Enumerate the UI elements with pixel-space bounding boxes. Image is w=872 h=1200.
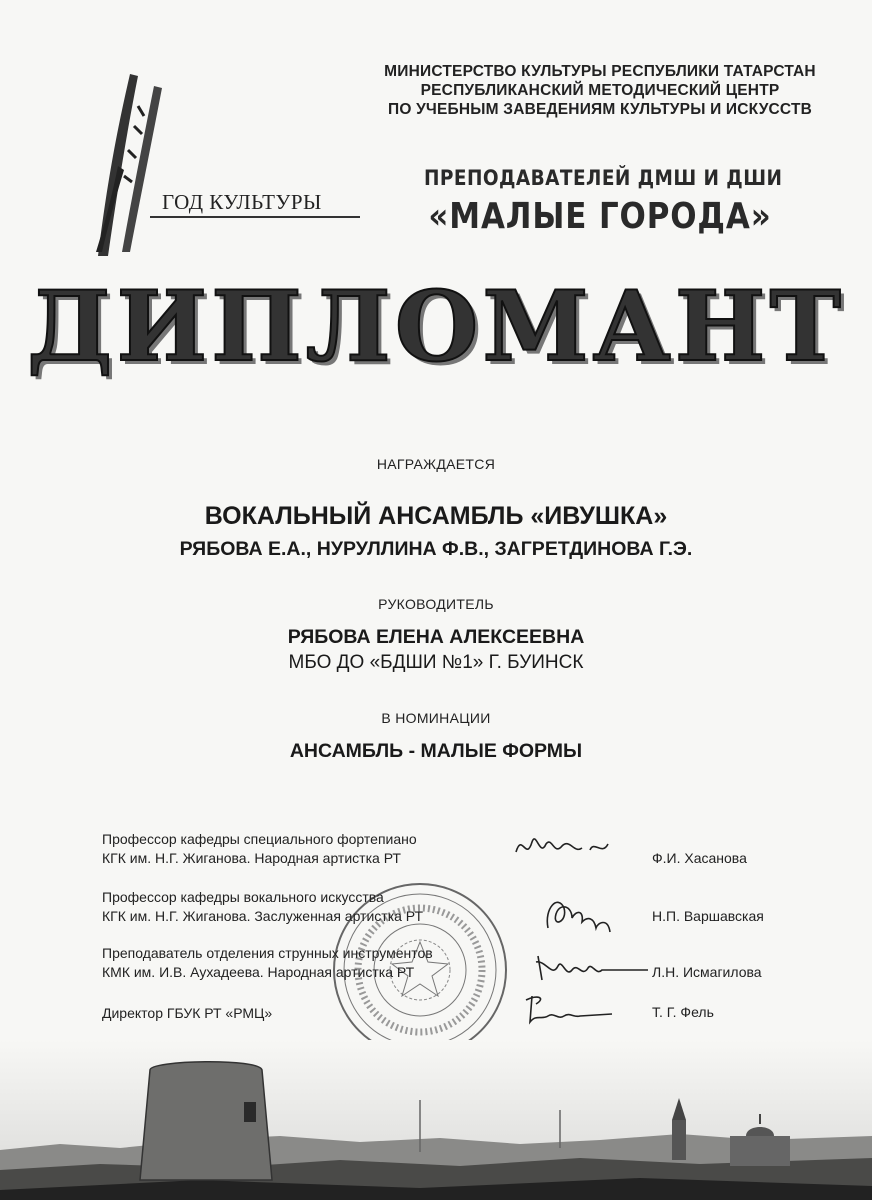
signatory-row — [102, 830, 802, 870]
signatory-title-line1: Профессор кафедры специального фортепиано — [102, 831, 417, 847]
signatory-name: Ф.И. Хасанова — [652, 850, 747, 866]
ministry-line-2: РЕСПУБЛИКАНСКИЙ МЕТОДИЧЕСКИЙ ЦЕНТР — [420, 82, 780, 99]
logo-underline — [150, 216, 360, 218]
ministry-header — [360, 62, 840, 119]
signature-mark — [512, 822, 622, 872]
signature-mark — [522, 990, 622, 1030]
signatory-name: Л.Н. Исмагилова — [652, 964, 762, 980]
awarded-label: НАГРАЖДАЕТСЯ — [376, 456, 496, 472]
year-of-culture-logo — [78, 66, 368, 266]
signatory-title-line1: Директор ГБУК РТ «РМЦ» — [102, 1005, 273, 1021]
nomination: АНСАМБЛЬ - МАЛЫЕ ФОРМЫ — [289, 740, 583, 762]
signatory-title-line2: КГК им. Н.Г. Жиганова. Заслуженная артистка РТ — [102, 908, 424, 924]
ensemble-members: РЯБОВА Е.А., НУРУЛЛИНА Ф.В., ЗАГРЕТДИНОВА Г.Э. — [179, 538, 693, 560]
signatory-name: Т. Г. Фель — [652, 1004, 714, 1020]
signatory-row — [102, 944, 802, 984]
signature-mark — [532, 948, 652, 988]
ministry-line-1: МИНИСТЕРСТВО КУЛЬТУРЫ РЕСПУБЛИКИ ТАТАРСТАН — [384, 63, 816, 80]
ministry-line-3: ПО УЧЕБНЫМ ЗАВЕДЕНИЯМ КУЛЬТУРЫ И ИСКУССТВ — [387, 101, 813, 118]
contest-subtitle: ПРЕПОДАВАТЕЛЕЙ ДМШ И ДШИ — [424, 166, 783, 190]
signatory-title-line1: Профессор кафедры вокального искусства — [102, 889, 384, 905]
signatory-row — [102, 888, 802, 928]
contest-name: «МАЛЫЕ ГОРОДА» — [428, 196, 772, 237]
leader-name: РЯБОВА ЕЛЕНА АЛЕКСЕЕВНА — [287, 626, 585, 648]
signatory-title-line1: Преподаватель отделения струнных инструментов — [102, 945, 433, 961]
institution: МБО ДО «БДШИ №1» Г. БУИНСК — [288, 652, 584, 673]
signatory-name: Н.П. Варшавская — [652, 908, 764, 924]
signatory-row — [102, 1004, 802, 1044]
signatory-title-line2: КМК им. И.В. Аухадеева. Народная артистка РТ — [102, 964, 415, 980]
signatory-title-line2: КГК им. Н.Г. Жиганова. Народная артистка РТ — [102, 850, 401, 866]
town-panorama-image — [0, 1040, 872, 1200]
leader-label: РУКОВОДИТЕЛЬ — [378, 596, 494, 612]
diploma-title: ДИПЛОМАНТ — [27, 270, 845, 383]
signature-mark — [538, 888, 628, 944]
ensemble-name: ВОКАЛЬНЫЙ АНСАМБЛЬ «ИВУШКА» — [204, 502, 668, 530]
logo-caption: ГОД КУЛЬТУРЫ — [162, 190, 322, 214]
nomination-label: В НОМИНАЦИИ — [381, 710, 491, 726]
